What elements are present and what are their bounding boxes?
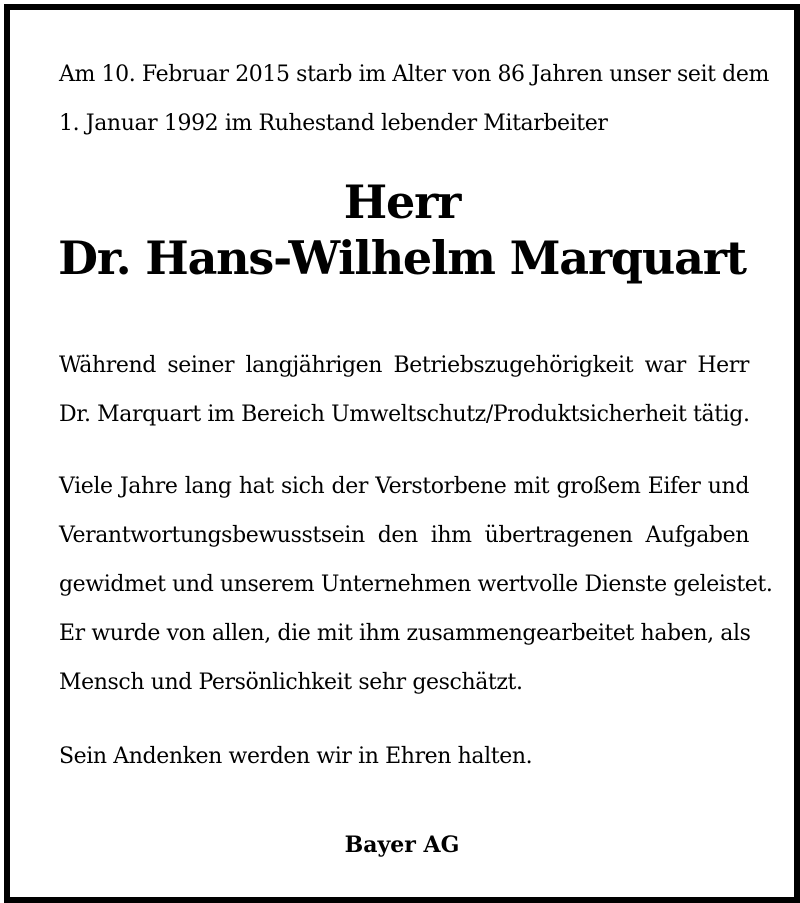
- full-name: Dr. Hans-Wilhelm Marquart: [58, 231, 746, 285]
- paragraph-line: Verantwortungsbewusstsein den ihm übertragenen Aufgaben: [59, 523, 749, 548]
- paragraph-line: Mensch und Persönlichkeit sehr geschätzt.: [59, 670, 523, 695]
- intro-line-2: 1. Januar 1992 im Ruhestand lebender Mitarbeiter: [59, 111, 608, 136]
- paragraph-line: Während seiner langjährigen Betriebszugehörigkeit war Herr: [59, 353, 749, 378]
- obituary-notice: [4, 4, 800, 903]
- paragraph-line: gewidmet und unserem Unternehmen wertvolle Dienste geleistet.: [59, 572, 773, 597]
- deceased-name: [10, 174, 794, 286]
- company-signature: Bayer AG: [344, 832, 460, 858]
- paragraph-career: [59, 341, 749, 439]
- paragraph-tribute: [59, 462, 773, 707]
- paragraph-line: Er wurde von allen, die mit ihm zusammengearbeitet haben, als: [59, 621, 751, 646]
- paragraph-line: Viele Jahre lang hat sich der Verstorbene mit großem Eifer und: [59, 474, 749, 499]
- paragraph-line: Dr. Marquart im Bereich Umweltschutz/Produktsicherheit tätig.: [59, 402, 750, 427]
- salutation: Herr: [343, 175, 461, 229]
- paragraph-remembrance: [59, 732, 749, 781]
- paragraph-line: Sein Andenken werden wir in Ehren halten.: [59, 744, 533, 769]
- intro-line-1: Am 10. Februar 2015 starb im Alter von 86 Jahren unser seit dem: [59, 62, 769, 87]
- intro-text: [59, 50, 769, 148]
